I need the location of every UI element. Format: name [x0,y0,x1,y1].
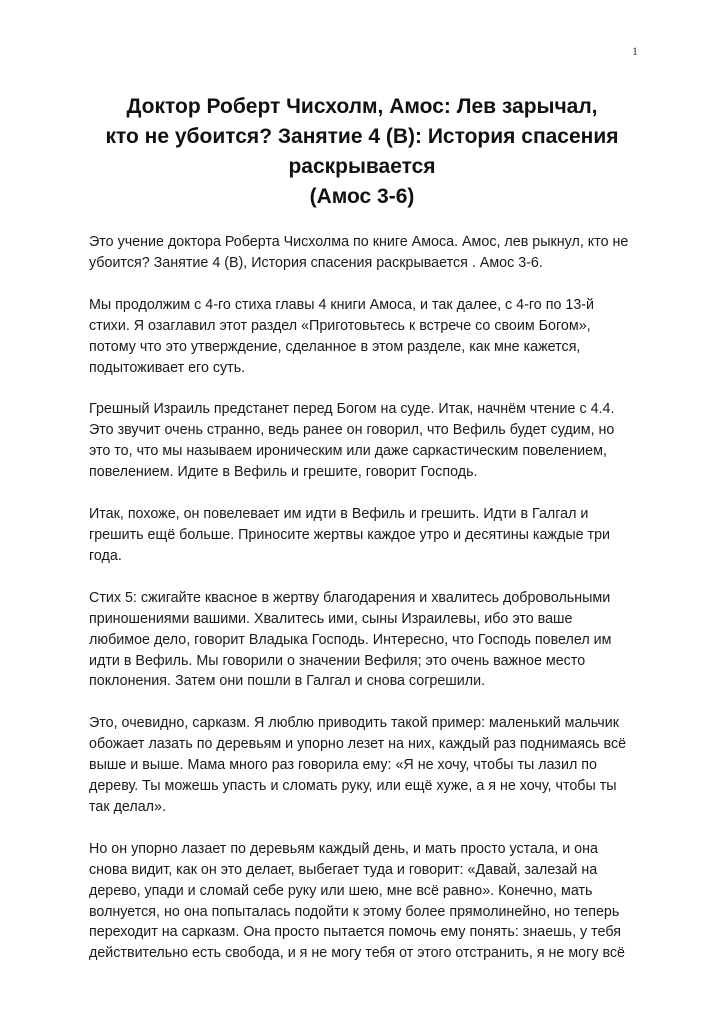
page-number: 1 [632,44,638,58]
text-line: Стих 5: сжигайте квасное в жертву благодарения и хвалитесь добровольными [89,589,611,606]
title-line: (Амос 3-6) [309,185,415,208]
text-line: Грешный Израиль предстанет перед Богом на суде. Итак, начнём чтение с 4.4. [89,401,615,418]
text-line: это то, что мы называем ироническим или даже саркастическим повелением, [89,443,607,460]
text-line: Это учение доктора Роберта Чисхолма по книге Амоса. Амос, лев рыкнул, кто не [89,234,629,250]
text-line: убоится? Занятие 4 (B), История спасения раскрывается . Амос 3-6. [89,254,543,271]
text-line: подытоживает его суть. [89,359,246,376]
text-line: любимое дело, говорит Владыка Господь. Интересно, что Господь повелел им [89,631,612,648]
paragraph [89,295,649,379]
title-line: Доктор Роберт Чисхолм, Амос: Лев зарычал, [126,95,598,118]
text-line: повелением. Идите в Вефиль и грешите, говорит Господь. [89,464,478,481]
text-line: снова видит, как он это делает, выбегает туда и говорит: «Давай, залезай на [89,861,598,878]
text-line: потому что это утверждение, сделанное в этом разделе, как мне кажется, [89,338,581,355]
text-line: волнуется, но она попыталась подойти к этому более прямолинейно, но теперь [89,903,620,920]
paragraph [89,504,649,567]
text-line: Мы продолжим с 4-го стиха главы 4 книги Амоса, и так далее, с 4-го по 13-й [89,296,595,313]
text-line: дерево, упади и сломай себе руку или шею, мне всё равно». Конечно, мать [89,882,593,899]
text-line: так делал». [89,798,166,815]
paragraph [89,839,649,964]
text-line: переходит на сарказм. Она просто пытается помочь ему понять: знаешь, у тебя [89,924,621,941]
text-line: Это, очевидно, сарказм. Я люблю приводить такой пример: маленький мальчик [89,715,619,732]
title-line: раскрывается [288,155,436,178]
text-line: выше и выше. Мама много раз говорила ему: «Я не хочу, чтобы ты лазил по [89,757,597,774]
text-line: стихи. Я озаглавил этот раздел «Приготовьтесь к встрече со своим Богом», [89,317,591,334]
title-line: кто не убоится? Занятие 4 (B): История спасения [105,125,619,148]
text-line: Итак, похоже, он повелевает им идти в Вефиль и грешить. Идти в Галгал и [89,506,589,523]
text-line: Но он упорно лазает по деревьям каждый день, и мать просто устала, и она [89,840,598,857]
text-line: приношениями вашими. Хвалитесь ими, сыны Израилевы, ибо это ваше [89,610,573,627]
text-line: идти в Вефиль. Мы говорили о значении Вефиля; это очень важное место [89,652,586,669]
document-title [80,92,644,212]
text-line: действительно есть свобода, и я не могу тебя от этого отстранить, я не могу всё [89,945,625,962]
text-line: Это звучит очень странно, ведь ранее он говорил, что Вефиль будет судим, но [89,422,615,439]
text-line: года. [89,547,122,564]
document-body [89,232,649,985]
paragraph [89,232,649,274]
text-line: поклонения. Затем они пошли в Галгал и снова согрешили. [89,673,486,690]
text-line: грешить ещё больше. Приносите жертвы каждое утро и десятины каждые три [89,526,611,543]
paragraph [89,588,649,693]
text-line: дереву. Ты можешь упасть и сломать руку, или ещё хуже, а я не хочу, чтобы ты [89,778,617,795]
text-line: обожает лазать по деревьям и упорно лезет на них, каждый раз поднимаясь всё [89,736,627,753]
paragraph [89,713,649,818]
paragraph [89,399,649,483]
